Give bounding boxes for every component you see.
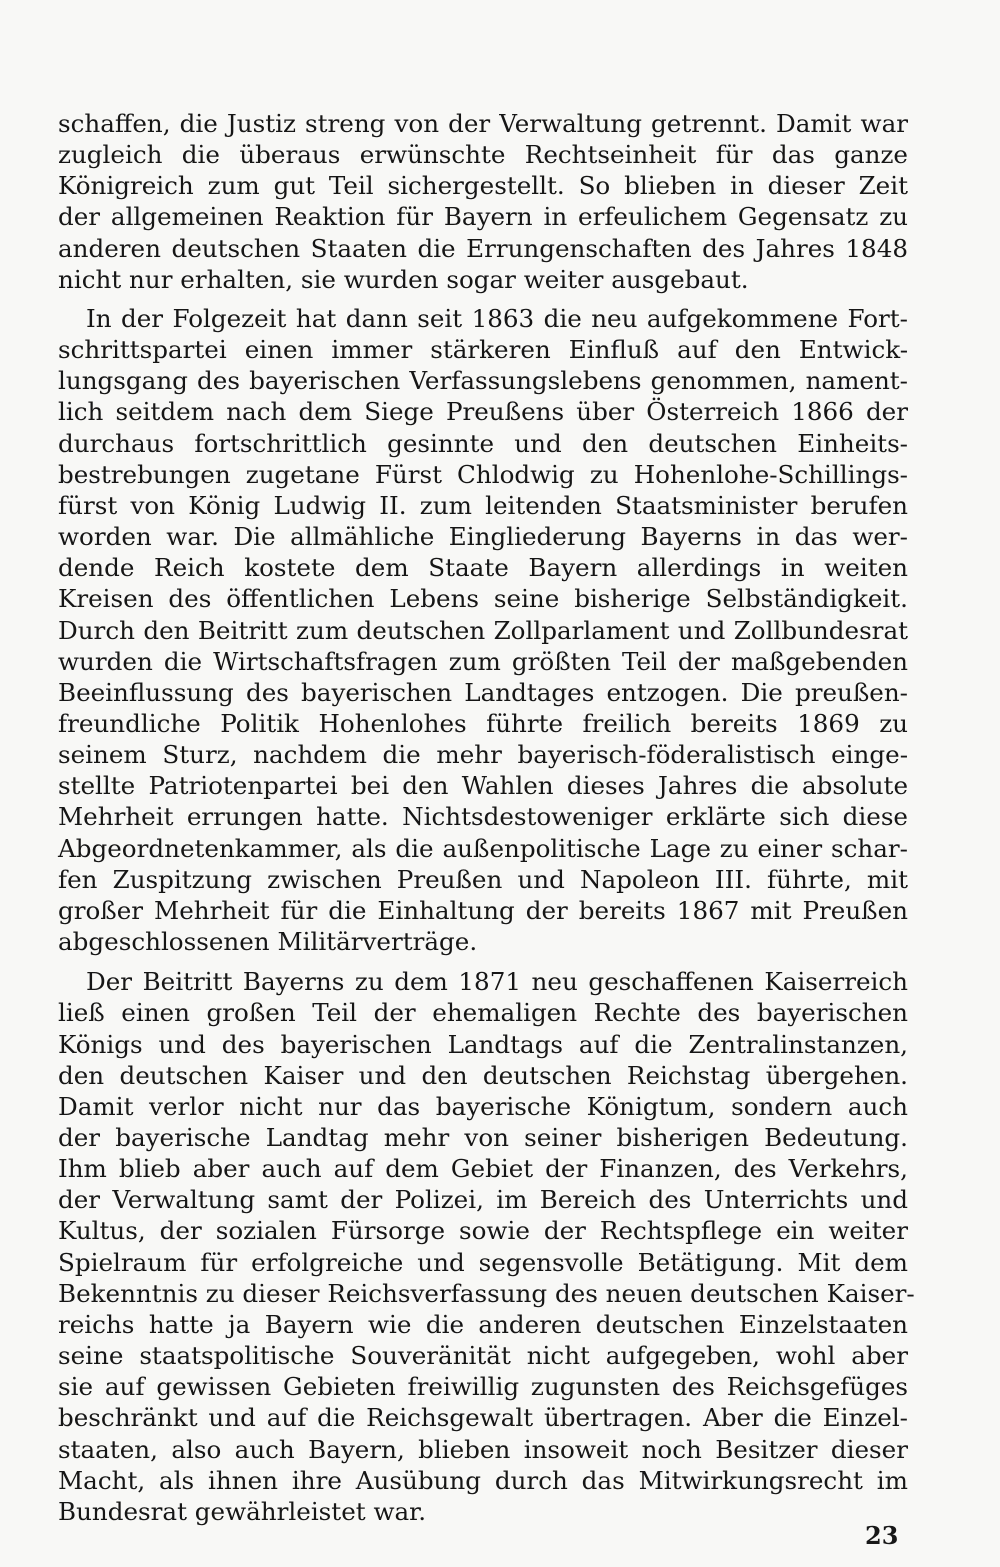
text-line: schaffen, die Justiz streng von der Verwaltung getrennt. Damit war	[58, 109, 908, 138]
paragraph-1	[58, 108, 908, 295]
text-line: Ihm blieb aber auch auf dem Gebiet der Finanzen, des Verkehrs,	[58, 1154, 908, 1184]
text-line: dende Reich kostete dem Staate Bayern allerdings in weiten	[58, 553, 908, 583]
text-line: lungsgang des bayerischen Verfassungslebens genommen, nament-	[58, 366, 908, 396]
text-line: fürst von König Ludwig II. zum leitenden Staatsminister berufen	[58, 490, 908, 520]
text-line: großer Mehrheit für die Einhaltung der bereits 1867 mit Preußen	[58, 895, 908, 925]
body-text	[58, 108, 915, 1527]
text-line: reichs hatte ja Bayern wie die anderen deutschen Einzelstaaten	[58, 1309, 908, 1339]
text-line: Abgeordnetenkammer, als die außenpolitische Lage zu einer schar-	[58, 833, 908, 863]
text-line: durchaus fortschrittlich gesinnte und den deutschen Einheits-	[58, 428, 908, 458]
text-line: In der Folgezeit hat dann seit 1863 die neu aufgekommene Fort-	[86, 303, 908, 333]
text-line: der Verwaltung samt der Polizei, im Bereich des Unterrichts und	[58, 1185, 908, 1215]
text-line: Königs und des bayerischen Landtags auf die Zentralinstanzen,	[58, 1029, 908, 1059]
text-line: lich seitdem nach dem Siege Preußens über Österreich 1866 der	[58, 397, 908, 427]
text-line: den deutschen Kaiser und den deutschen Reichstag übergehen.	[58, 1060, 908, 1090]
text-line: beschränkt und auf die Reichsgewalt übertragen. Aber die Einzel-	[58, 1403, 908, 1433]
paragraph-2	[58, 303, 908, 957]
text-line: anderen deutschen Staaten die Errungenschaften des Jahres 1848	[58, 233, 908, 263]
text-line: Bundesrat gewährleistet war.	[58, 1496, 427, 1526]
text-line: staaten, also auch Bayern, blieben insoweit noch Besitzer dieser	[58, 1434, 908, 1464]
text-line: sie auf gewissen Gebieten freiwillig zugunsten des Reichsgefüges	[58, 1372, 908, 1402]
text-line: Der Beitritt Bayerns zu dem 1871 neu geschaffenen Kaiserreich	[86, 967, 908, 997]
text-line: der allgemeinen Reaktion für Bayern in erfeulichem Gegensatz zu	[58, 202, 908, 232]
text-line: schrittspartei einen immer stärkeren Einfluß auf den Entwick-	[58, 335, 908, 365]
text-line: bestrebungen zugetane Fürst Chlodwig zu Hohenlohe-Schillings-	[58, 459, 908, 489]
text-line: Damit verlor nicht nur das bayerische Königtum, sondern auch	[58, 1091, 908, 1121]
text-line: Macht, als ihnen ihre Ausübung durch das Mitwirkungsrecht im	[58, 1465, 908, 1495]
text-line: abgeschlossenen Militärverträge.	[58, 927, 478, 957]
text-line: Beeinflussung des bayerischen Landtages entzogen. Die preußen-	[58, 677, 908, 707]
text-line: Bekenntnis zu dieser Reichsverfassung des neuen deutschen Kaiser-	[58, 1278, 915, 1308]
text-line: Kultus, der sozialen Fürsorge sowie der Rechtspflege ein weiter	[58, 1216, 908, 1246]
text-line: Spielraum für erfolgreiche und segensvolle Betätigung. Mit dem	[58, 1247, 908, 1277]
text-line: fen Zuspitzung zwischen Preußen und Napoleon III. führte, mit	[58, 864, 908, 894]
text-line: Königreich zum gut Teil sichergestellt. So blieben in dieser Zeit	[58, 171, 908, 201]
paragraph-3	[58, 966, 915, 1527]
text-line: der bayerische Landtag mehr von seiner bisherigen Bedeutung.	[58, 1123, 908, 1152]
text-line: zugleich die überaus erwünschte Rechtseinheit für das ganze	[58, 140, 908, 170]
text-line: seinem Sturz, nachdem die mehr bayerisch-föderalistisch einge-	[58, 740, 908, 770]
text-line: ließ einen großen Teil der ehemaligen Rechte des bayerischen	[58, 998, 908, 1028]
text-line: Durch den Beitritt zum deutschen Zollparlament und Zollbundesrat	[58, 615, 908, 645]
text-line: wurden die Wirtschaftsfragen zum größten Teil der maßgebenden	[58, 646, 908, 676]
text-line: stellte Patriotenpartei bei den Wahlen dieses Jahres die absolute	[58, 771, 908, 801]
text-line: seine staatspolitische Souveränität nicht aufgegeben, wohl aber	[58, 1341, 908, 1371]
text-line: Mehrheit errungen hatte. Nichtsdestoweniger erklärte sich diese	[58, 802, 908, 832]
text-line: worden war. Die allmähliche Eingliederung Bayerns in das wer-	[58, 522, 908, 552]
page-number: 23	[865, 1521, 899, 1550]
text-line: nicht nur erhalten, sie wurden sogar weiter ausgebaut.	[58, 264, 749, 294]
text-line: freundliche Politik Hohenlohes führte freilich bereits 1869 zu	[58, 708, 908, 738]
text-line: Kreisen des öffentlichen Lebens seine bisherige Selbständigkeit.	[58, 584, 908, 614]
